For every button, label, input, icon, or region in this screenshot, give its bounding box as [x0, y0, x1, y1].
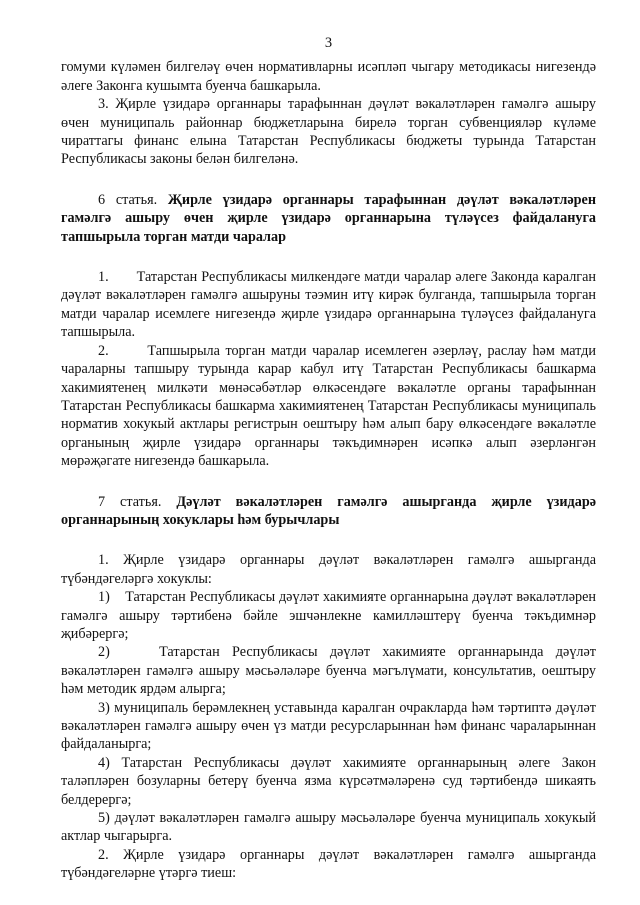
article-7-clause-1-item-4: 4) Татарстан Республикасы дәүләт хакимияте органнарының әлеге Закон таләпләрен бозуларны бетерү буенча язма күрсәтмәләренә суд тәртибендә шикаять белдерергә;: [61, 754, 596, 808]
article-7-clause-2-intro: 2. Җирле үзидарә органнары дәүләт вәкаләтләрен гамәлгә ашырганда түбәндәгеләрне үтәргә тиеш:: [61, 846, 596, 882]
paragraph-3: 3. Җирле үзидарә органнары тарафыннан дәүләт вәкаләтләрен гамәлгә ашыру өчен муниципаль районнар бюджетларына бирелә торган субвенцияләр күләме чираттагы финанс елына Татарстан Республикасы бюджеты турында Татарстан Республикасы законы белән билгеләнә.: [61, 96, 596, 168]
article-7-clause-1-item-2: 2) Татарстан Республикасы дәүләт хакимияте органнарында дәүләт вәкаләтләрен гамәлгә ашыру мәсьәләләре буенча мәгълүмати, консультатив, оештыру һәм методик ярдәм алырга;: [61, 644, 596, 698]
article-6-item-2: 2. Тапшырыла торган матди чаралар исемлеген әзерләү, раслау һәм матди чараларны тапшыру турында карар кабул итү Татарстан Республикасы башкарма хакимиятенең милкәти мөнәсәбәтләр өлкәсендәге вәкаләтле органы тарафыннан Татарстан Республикасы башкарма хакимиятенең Татарстан Республикасы муниципаль норматив хокукый актлары регистрын оештыру һәм алып бару өлкәсендәге вәкаләтле органының җирле үзидарә органнары тәкъдимнәрен исәпкә алып әзерләнгән мөрәҗәгате нигезендә башкарыла.: [61, 342, 596, 470]
article-7-clause-1-item-5: 5) дәүләт вәкаләтләрен гамәлгә ашыру мәсьәләләре буенча муниципаль хокукый актлар чыгарырга.: [61, 810, 596, 845]
article-6-title: Җирле үзидарә органнары тарафыннан дәүләт вәкаләтләрен гамәлгә ашыру өчен җирле үзидарә органнарына түләүсез файдалануга тапшырыла торган матди чаралар: [61, 191, 597, 245]
article-7-heading: [61, 493, 596, 530]
article-6-item-1: 1. Татарстан Республикасы милкендәге матди чаралар әлеге Законда каралган дәүләт вәкаләтләрен гамәлгә ашыруны тәэмин итү кирәк булганда, тапшырыла торган матди чаралар исемлеге нигезендә җирле үзидарә органнарына түләүсез файдалануга тапшырыла.: [61, 269, 596, 341]
article-6-heading: [61, 191, 596, 246]
article-7-number: 7 статья.: [98, 493, 162, 510]
continuation-paragraph: гомуми күләмен билгеләү өчен нормативларны исәпләп чыгару методикасы нигезендә әлеге Законга кушымта буенча башкарыла.: [61, 59, 596, 94]
page-number: 3: [324, 35, 333, 51]
article-6-number: 6 статья.: [98, 191, 158, 208]
article-7-clause-1-item-3: 3) муниципаль берәмлекнең уставында каралган очракларда һәм тәртиптә дәүләт вәкаләтләрен гамәлгә ашыру өчен үз матди ресурсларыннан һәм финанс чараларыннан файдаланырга;: [61, 699, 596, 753]
article-7-title: Дәүләт вәкаләтләрен гамәлгә ашырганда җирле үзидарә органнарының хокуклары һәм бурычлары: [61, 493, 597, 528]
article-7-clause-1-intro: 1. Җирле үзидарә органнары дәүләт вәкаләтләрен гамәлгә ашырганда түбәндәгеләргә хокуклы:: [61, 552, 596, 587]
article-7-clause-1-item-1: 1) Татарстан Республикасы дәүләт хакимияте органнарына дәүләт вәкаләтләрен гамәлгә ашыру тәртибенә бәйле эшчәнлекне камилләштерү буенча тәкъдимнәр җибәрергә;: [61, 589, 596, 642]
